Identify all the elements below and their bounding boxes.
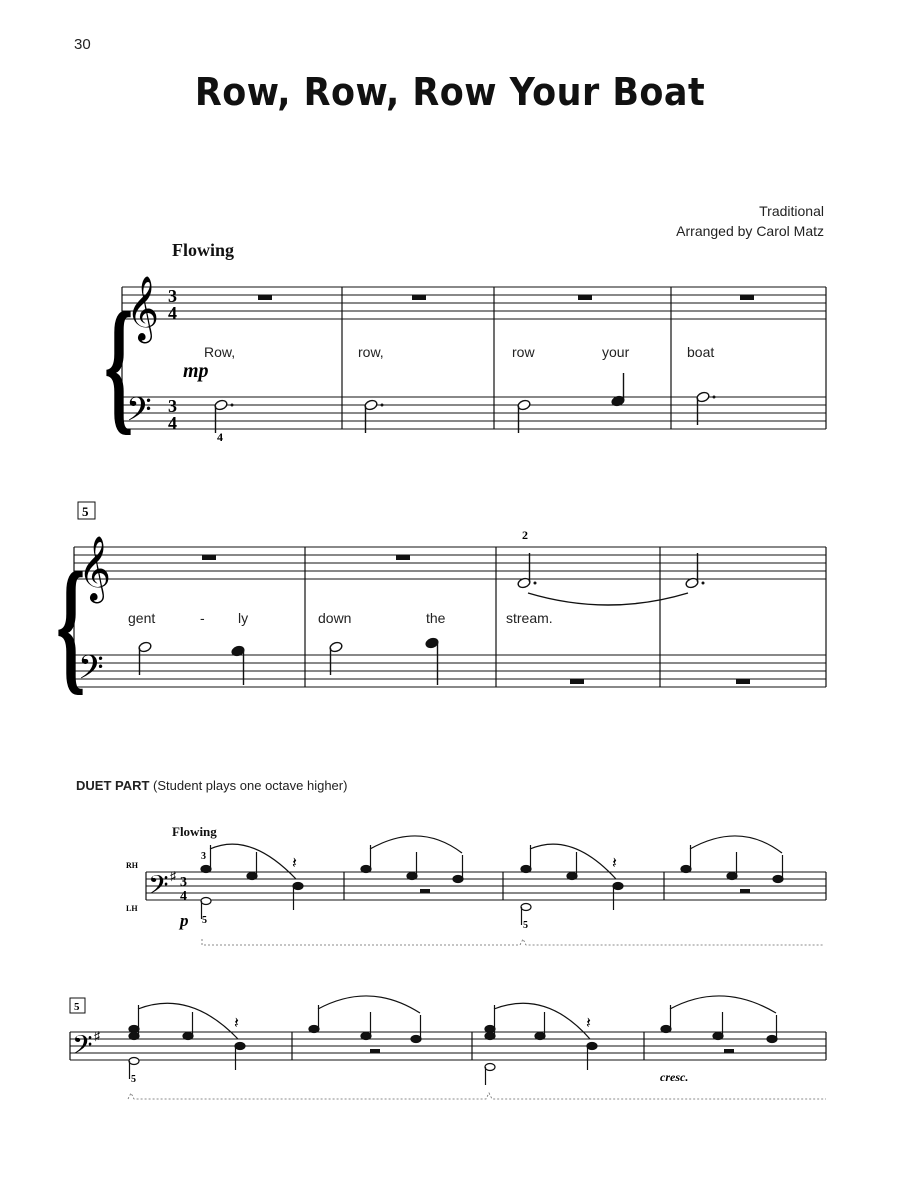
- time-signature-bottom: 4: [168, 303, 177, 323]
- time-signature-bottom: 4: [180, 889, 187, 904]
- barlines: [74, 547, 826, 687]
- lyric: Row,: [204, 344, 236, 360]
- lyric: stream.: [506, 610, 553, 626]
- bass-clef-icon: 𝄢: [126, 392, 152, 436]
- lyric: row,: [358, 344, 384, 360]
- time-signature-top: 3: [168, 396, 177, 416]
- pedal-line: [128, 1093, 826, 1099]
- brace: {: [104, 280, 134, 448]
- bass-staff: [122, 397, 826, 429]
- lyric: the: [426, 610, 446, 626]
- lyric: row: [512, 344, 535, 360]
- dynamic-marking: mp: [183, 360, 209, 382]
- lh-label: LH: [126, 904, 138, 913]
- tempo-marking: Flowing: [172, 240, 235, 260]
- grand-staff-system-2: [0, 495, 900, 708]
- grand-staff-system-1: [0, 265, 900, 465]
- page-number: 30: [74, 36, 91, 53]
- page-title: Row, Row, Row Your Boat: [194, 70, 706, 114]
- whole-rests: [202, 555, 750, 684]
- composer-credit: Traditional: [759, 203, 824, 219]
- treble-clef-icon: 𝄞: [78, 536, 112, 599]
- bass-clef-icon: 𝄢: [148, 870, 169, 906]
- whole-rests: [258, 295, 754, 300]
- pedal-line: [202, 939, 824, 945]
- key-signature-sharp: ♯: [170, 869, 176, 883]
- measure-number: 5: [82, 504, 89, 519]
- lyric: gent: [128, 610, 156, 626]
- key-signature-sharp: ♯: [94, 1029, 100, 1043]
- duet-notes: [201, 836, 783, 925]
- duet-part-heading: DUET PART (Student plays one octave higher): [76, 778, 348, 793]
- treble-staff: [74, 547, 826, 579]
- quarter-rest: 𝄽: [234, 1015, 239, 1032]
- lyric: ly: [238, 610, 249, 626]
- lyric: -: [200, 610, 205, 626]
- measure-number: 5: [74, 1001, 80, 1013]
- quarter-rest: 𝄽: [292, 855, 297, 872]
- fingering-number: 4: [217, 430, 223, 444]
- expression-marking: cresc.: [660, 1070, 689, 1084]
- duet-staff-line-2: [0, 995, 900, 1115]
- time-signature-top: 3: [180, 875, 187, 890]
- brace: {: [56, 540, 86, 708]
- lyric: boat: [687, 344, 715, 360]
- treble-staff: [122, 287, 826, 319]
- dynamic-marking: p: [180, 911, 189, 930]
- time-signature-bottom: 4: [168, 413, 177, 433]
- fingering-number: 5: [131, 1074, 136, 1085]
- fingering-number: 2: [522, 528, 528, 542]
- bass-notes: [138, 637, 439, 685]
- duet-staff-line-1: [0, 835, 900, 955]
- bass-clef-icon: 𝄢: [78, 650, 104, 694]
- bass-notes: [214, 373, 716, 433]
- duet-tempo-marking: Flowing: [172, 824, 217, 839]
- rh-label: RH: [126, 861, 138, 870]
- lyric: your: [602, 344, 630, 360]
- time-signature-top: 3: [168, 286, 177, 306]
- treble-clef-icon: 𝄞: [126, 276, 160, 339]
- fingering-number: 5: [523, 920, 528, 931]
- fingering-number: 3: [201, 851, 206, 862]
- bass-staff: [74, 655, 826, 687]
- bass-clef-icon: 𝄢: [72, 1030, 93, 1066]
- fingering-number: 5: [202, 915, 207, 926]
- arranger-credit: Arranged by Carol Matz: [676, 223, 824, 239]
- lyric: down: [318, 610, 352, 626]
- quarter-rest: 𝄽: [612, 855, 617, 872]
- quarter-rest: 𝄽: [586, 1015, 591, 1032]
